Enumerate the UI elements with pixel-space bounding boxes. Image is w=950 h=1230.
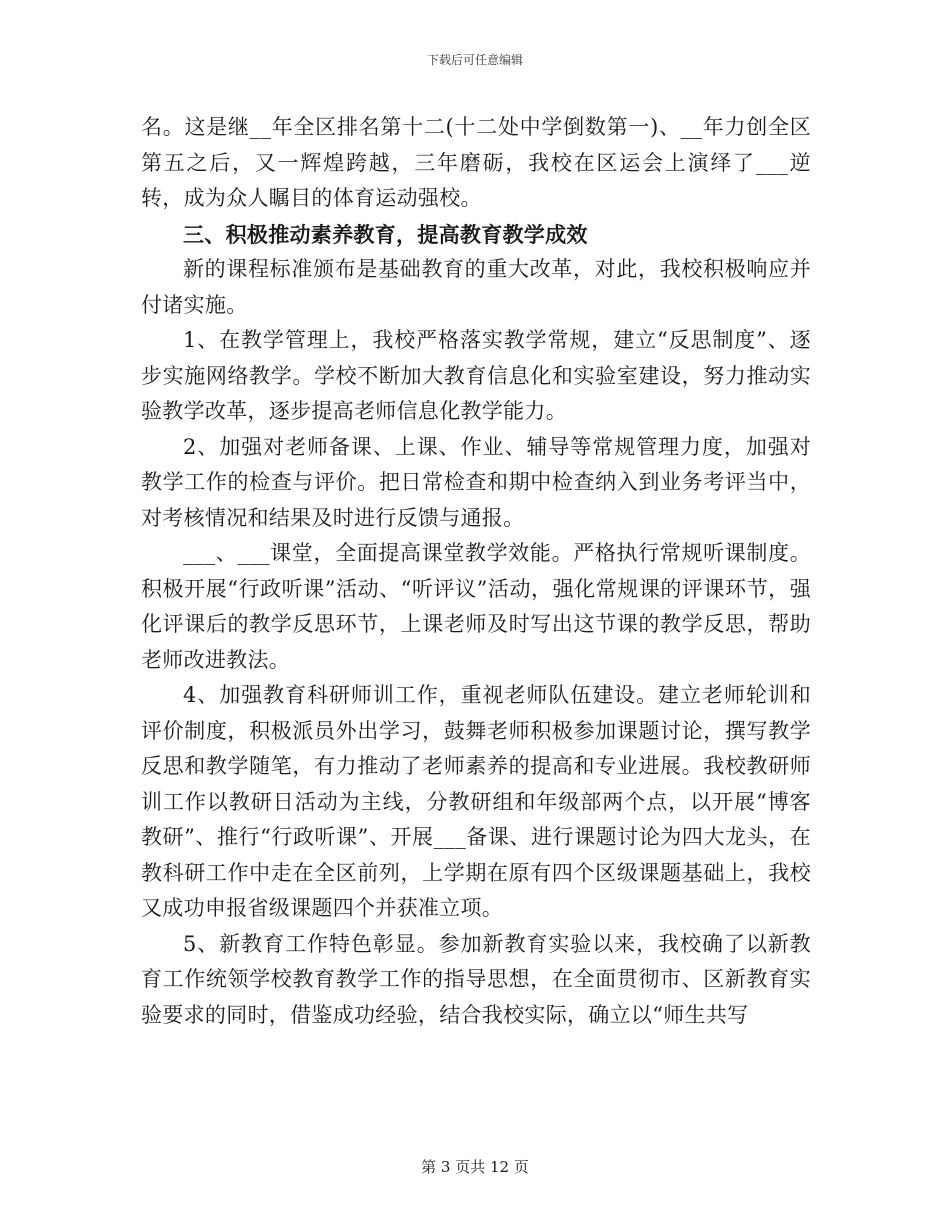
paragraph-5: ___、___课堂，全面提高课堂教学效能。严格执行常规听课制度。积极开展“行政听课”活动、“听评议”活动，强化常规课的评课环节，强化评课后的教学反思环节，上课老师及时写出这节课的教学反思，帮助老师改进教法。 <box>141 541 811 672</box>
header-note: 下载后可任意编辑 <box>426 53 523 67</box>
paragraph-7: 5、新教育工作特色彰显。参加新教育实验以来，我校确了以新教育工作统领学校教育教学工作的指导思想，在全面贯彻市、区新教育实验要求的同时，借鉴成功经验，结合我校实际，确立以“师生共写 <box>141 931 811 1027</box>
document-body <box>141 110 811 1033</box>
paragraph-3: 1、在教学管理上，我校严格落实教学常规，建立“反思制度”、逐步实施网络教学。学校不断加大教育信息化和实验室建设，努力推动实验教学改革，逐步提高老师信息化教学能力。 <box>141 328 811 423</box>
section-heading: 三、积极推动素养教育，提高教育教学成效 <box>183 221 588 247</box>
page-number: 第 3 页共 12 页 <box>421 1158 529 1176</box>
paragraph-1: 名。这是继__年全区排名第十二(十二处中学倒数第一)、__年力创全区第五之后，又一辉煌跨越，三年磨砺，我校在区运会上演绎了___逆转，成为众人瞩目的体育运动强校。 <box>141 115 811 210</box>
paragraph-6: 4、加强教育科研师训工作，重视老师队伍建设。建立老师轮训和评价制度，积极派员外出学习，鼓舞老师积极参加课题讨论，撰写教学反思和教学随笔，有力推动了老师素养的提高和专业进展。我校教研师训工作以教研日活动为主线，分教研组和年级部两个点，以开展“博客教研”、推行“行政听课”、开展___备课、进行课题讨论为四大龙头，在教科研工作中走在全区前列，上学期在原有四个区级课题基础上，我校又成功申报省级课题四个并获准立项。 <box>141 683 811 920</box>
paragraph-4: 2、加强对老师备课、上课、作业、辅导等常规管理力度，加强对教学工作的检查与评价。把日常检查和期中检查纳入到业务考评当中，对考核情况和结果及时进行反馈与通报。 <box>141 434 811 530</box>
paragraph-2: 新的课程标准颁布是基础教育的重大改革，对此，我校积极响应并付诸实施。 <box>141 257 811 317</box>
